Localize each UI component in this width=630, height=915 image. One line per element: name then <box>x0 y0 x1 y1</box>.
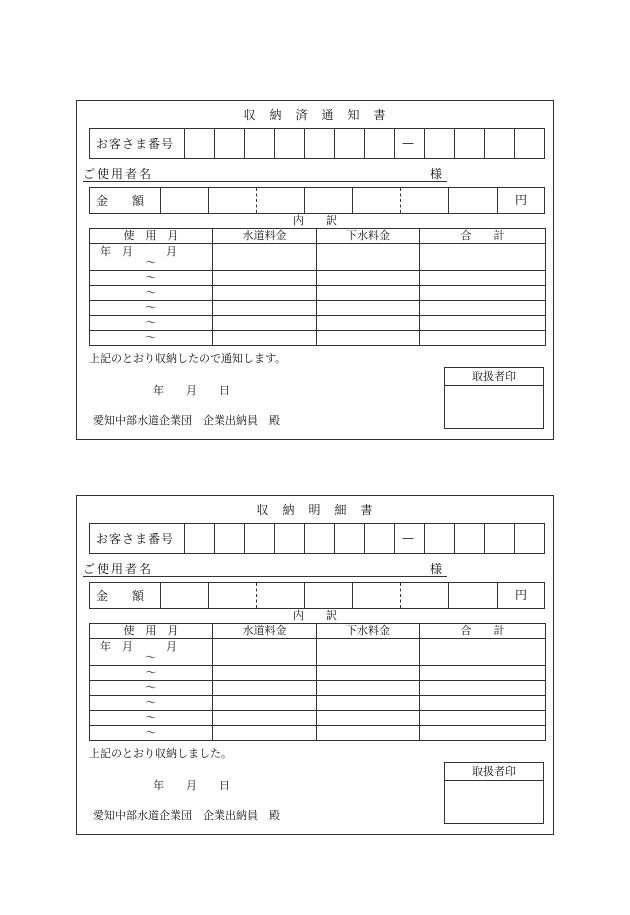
sewer-fee-cell[interactable] <box>317 301 420 316</box>
breakdown-label: 内 訳 <box>293 609 337 622</box>
number-separator: — <box>402 531 414 545</box>
water-fee-cell[interactable] <box>213 696 317 711</box>
table-row <box>90 639 546 666</box>
col-total: 合 計 <box>420 624 546 639</box>
col-sewer-fee: 下水料金 <box>317 229 420 244</box>
col-water-fee: 水道料金 <box>213 624 317 639</box>
amount-label: 金 額 <box>96 194 145 208</box>
message-text: 上記のとおり収納しました。 <box>89 747 232 760</box>
table-header-row <box>90 624 546 639</box>
yen-label: 円 <box>497 583 544 608</box>
amount-box <box>89 582 545 609</box>
table-row <box>90 271 546 286</box>
tilde: 〜 <box>145 256 157 269</box>
recipient-text: 愛知中部水道企業団 企業出納員 殿 <box>93 809 280 822</box>
total-cell[interactable] <box>420 639 546 666</box>
table-row <box>90 681 546 696</box>
total-cell[interactable] <box>420 316 546 331</box>
total-cell[interactable] <box>420 301 546 316</box>
total-cell[interactable] <box>420 711 546 726</box>
amount-label: 金 額 <box>96 589 145 603</box>
tilde: 〜 <box>90 331 213 346</box>
water-fee-cell[interactable] <box>213 316 317 331</box>
sewer-fee-cell[interactable] <box>317 666 420 681</box>
handler-stamp-box <box>444 367 544 429</box>
yen-label: 円 <box>497 188 544 213</box>
recipient-text: 愛知中部水道企業団 企業出納員 殿 <box>93 414 280 427</box>
honorific: 様 <box>430 562 443 576</box>
user-name-label: ご使用者名 <box>83 167 154 181</box>
col-water-fee: 水道料金 <box>213 229 317 244</box>
water-fee-cell[interactable] <box>213 666 317 681</box>
tilde: 〜 <box>90 696 213 711</box>
water-fee-cell[interactable] <box>213 271 317 286</box>
table-row <box>90 711 546 726</box>
user-name-underline <box>83 576 447 577</box>
sewer-fee-cell[interactable] <box>317 286 420 301</box>
tilde: 〜 <box>90 286 213 301</box>
water-fee-cell[interactable] <box>213 286 317 301</box>
date-line: 年 月 日 <box>153 779 230 792</box>
message-text: 上記のとおり収納したので通知します。 <box>89 352 287 365</box>
total-cell[interactable] <box>420 271 546 286</box>
user-name-underline <box>83 181 447 182</box>
breakdown-table <box>89 228 546 346</box>
total-cell[interactable] <box>420 696 546 711</box>
col-sewer-fee: 下水料金 <box>317 624 420 639</box>
customer-number-label: お客さま番号 <box>96 532 175 546</box>
user-name-label: ご使用者名 <box>83 562 154 576</box>
sewer-fee-cell[interactable] <box>317 331 420 346</box>
tilde: 〜 <box>90 726 213 741</box>
tilde: 〜 <box>90 666 213 681</box>
customer-number-box <box>89 128 545 159</box>
tilde: 〜 <box>145 651 157 664</box>
col-usage-month: 使 用 月 <box>90 624 213 639</box>
year-month-text: 年 月 月 <box>100 640 177 653</box>
form-title: 収 納 済 通 知 書 <box>243 108 387 122</box>
water-fee-cell[interactable] <box>213 726 317 741</box>
water-fee-cell[interactable] <box>213 331 317 346</box>
tilde: 〜 <box>90 316 213 331</box>
date-line: 年 月 日 <box>153 384 230 397</box>
customer-number-label: お客さま番号 <box>96 137 175 151</box>
sewer-fee-cell[interactable] <box>317 639 420 666</box>
table-row <box>90 726 546 741</box>
table-row <box>90 286 546 301</box>
table-row <box>90 666 546 681</box>
sewer-fee-cell[interactable] <box>317 244 420 271</box>
total-cell[interactable] <box>420 666 546 681</box>
sewer-fee-cell[interactable] <box>317 316 420 331</box>
water-fee-cell[interactable] <box>213 301 317 316</box>
table-header-row <box>90 229 546 244</box>
tilde: 〜 <box>90 271 213 286</box>
table-row <box>90 301 546 316</box>
honorific: 様 <box>430 167 443 181</box>
handler-stamp-label: 取扱者印 <box>445 368 543 386</box>
breakdown-table <box>89 623 546 741</box>
table-row <box>90 244 546 271</box>
sewer-fee-cell[interactable] <box>317 711 420 726</box>
water-fee-cell[interactable] <box>213 639 317 666</box>
tilde: 〜 <box>90 681 213 696</box>
sewer-fee-cell[interactable] <box>317 271 420 286</box>
number-separator: — <box>402 136 414 150</box>
breakdown-label: 内 訳 <box>293 214 337 227</box>
tilde: 〜 <box>90 301 213 316</box>
form-statement <box>76 495 554 835</box>
total-cell[interactable] <box>420 726 546 741</box>
amount-box <box>89 187 545 214</box>
sewer-fee-cell[interactable] <box>317 696 420 711</box>
total-cell[interactable] <box>420 244 546 271</box>
water-fee-cell[interactable] <box>213 711 317 726</box>
total-cell[interactable] <box>420 331 546 346</box>
col-total: 合 計 <box>420 229 546 244</box>
water-fee-cell[interactable] <box>213 244 317 271</box>
sewer-fee-cell[interactable] <box>317 726 420 741</box>
table-row <box>90 316 546 331</box>
form-notification <box>76 100 554 440</box>
col-usage-month: 使 用 月 <box>90 229 213 244</box>
handler-stamp-box <box>444 762 544 824</box>
form-title: 収 納 明 細 書 <box>256 503 374 517</box>
table-row <box>90 331 546 346</box>
water-fee-cell[interactable] <box>213 681 317 696</box>
sewer-fee-cell[interactable] <box>317 681 420 696</box>
customer-number-box <box>89 523 545 554</box>
tilde: 〜 <box>90 711 213 726</box>
total-cell[interactable] <box>420 681 546 696</box>
table-row <box>90 696 546 711</box>
total-cell[interactable] <box>420 286 546 301</box>
handler-stamp-label: 取扱者印 <box>445 763 543 781</box>
year-month-text: 年 月 月 <box>100 245 177 258</box>
